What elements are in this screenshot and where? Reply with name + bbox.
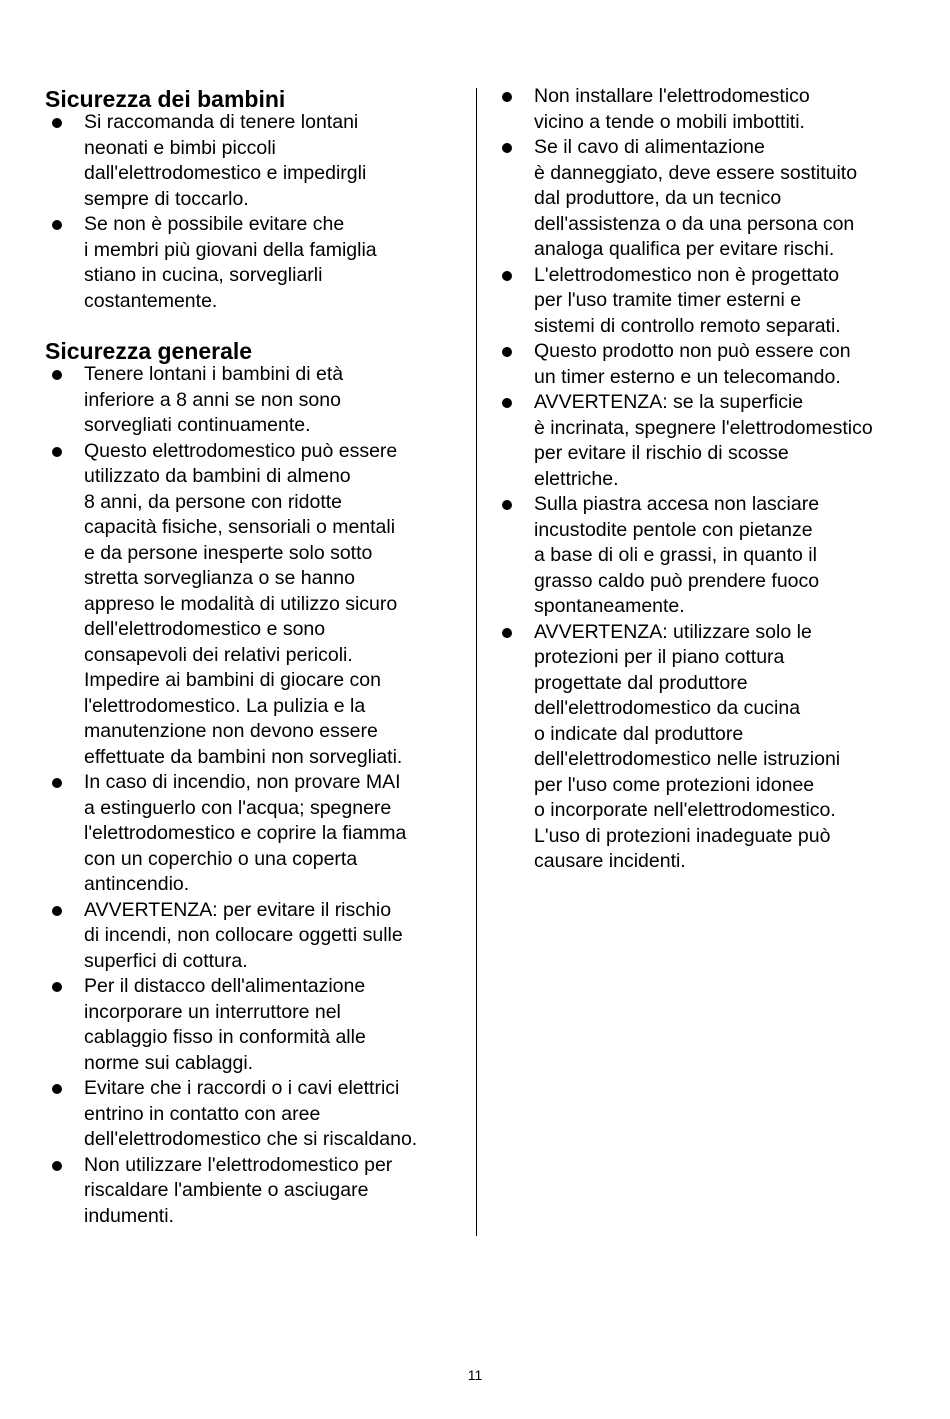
bullet-icon	[502, 271, 512, 281]
list-item-text: Questo prodotto non può essere con un timer esterno e un telecomando.	[534, 340, 851, 388]
bullet-icon	[502, 500, 512, 510]
list-item-text: Questo elettrodomestico può essere utilizzato da bambini di almeno 8 anni, da persone con ridotte capacità fisiche, sensoriali o mentali e da persone inesperte solo sotto stretta sorveglianza o se hanno appreso le modalità di utilizzo sicuro dell'elettrodomestico e sono consapevoli dei relativi pericoli. Impedire ai bambini di giocare con l'elettrodomestico. La pulizia e la manutenzione non devono essere effettuate da bambini non sorvegliati.	[84, 439, 403, 768]
list-item	[495, 620, 920, 875]
list-item-text: Non installare l'elettrodomestico vicino a tende o mobili imbottiti.	[534, 85, 810, 133]
bullet-icon	[52, 447, 62, 457]
bullet-icon	[502, 347, 512, 357]
right-column	[495, 84, 920, 875]
list-item	[45, 898, 465, 975]
list-item	[495, 390, 920, 492]
bullet-icon	[502, 628, 512, 638]
section-heading-child-safety: Sicurezza dei bambini	[45, 86, 286, 112]
list-item	[45, 770, 465, 898]
list-item-text: AVVERTENZA: utilizzare solo le protezioni per il piano cottura progettate dal produttore dell'elettrodomestico da cucina o indicate dal produttore dell'elettrodomestico nelle istruzioni per l'uso come protezioni idonee o incorporate nell'elettrodomestico. L'uso di protezioni inadeguate può causare incidenti.	[534, 620, 841, 872]
list-item	[45, 362, 465, 439]
list-item-text: Tenere lontani i bambini di età inferiore a 8 anni se non sono sorvegliati continuamente.	[84, 363, 344, 436]
list-item-text: Sulla piastra accesa non lasciare incustodite pentole con pietanze a base di oli e grassi, in quanto il grasso caldo può prendere fuoco spontaneamente.	[534, 493, 820, 617]
section-heading-general-safety: Sicurezza generale	[45, 338, 253, 364]
list-item	[45, 974, 465, 1076]
bullet-icon	[52, 118, 62, 128]
general-safety-list	[45, 362, 465, 1229]
bullet-icon	[52, 220, 62, 230]
general-safety-list-continued	[495, 84, 920, 875]
list-item	[495, 135, 920, 263]
bullet-icon	[52, 1084, 62, 1094]
list-item-text: Se il cavo di alimentazione è danneggiato, deve essere sostituito dal produttore, da un tecnico dell'assistenza o da una persona con analoga qualifica per evitare rischi.	[534, 136, 858, 260]
list-item-text: Per il distacco dell'alimentazione incorporare un interruttore nel cablaggio fisso in conformità alle norme sui cablaggi.	[84, 975, 366, 1074]
list-item	[495, 339, 920, 390]
bullet-icon	[52, 370, 62, 380]
column-divider	[476, 88, 477, 1236]
list-item	[45, 439, 465, 771]
list-item-text: Se non è possibile evitare che i membri più giovani della famiglia stiano in cucina, sorvegliarli costantemente.	[84, 213, 377, 312]
bullet-icon	[502, 143, 512, 153]
bullet-icon	[502, 398, 512, 408]
list-item-text: Evitare che i raccordi o i cavi elettrici entrino in contatto con aree dell'elettrodomestico che si riscaldano.	[84, 1077, 418, 1150]
list-item-text: Si raccomanda di tenere lontani neonati e bimbi piccoli dall'elettrodomestico e impedirgli sempre di toccarlo.	[84, 111, 367, 210]
list-item	[495, 492, 920, 620]
bullet-icon	[52, 1161, 62, 1171]
list-item-text: In caso di incendio, non provare MAI a estinguerlo con l'acqua; spegnere l'elettrodomestico e coprire la fiamma con un coperchio o una coperta antincendio.	[84, 771, 407, 895]
list-item-text: L'elettrodomestico non è progettato per l'uso tramite timer esterni e sistemi di controllo remoto separati.	[534, 263, 841, 337]
list-item	[45, 1153, 465, 1230]
page-number: 11	[467, 1367, 483, 1383]
child-safety-list	[45, 110, 465, 314]
list-item	[495, 263, 920, 340]
bullet-icon	[502, 92, 512, 102]
list-item	[45, 110, 465, 212]
bullet-icon	[52, 906, 62, 916]
list-item	[495, 84, 920, 135]
list-item-text: AVVERTENZA: se la superficie è incrinata, spegnere l'elettrodomestico per evitare il rischio di scosse elettriche.	[534, 391, 873, 490]
list-item	[45, 1076, 465, 1153]
left-column	[45, 84, 465, 1229]
list-item-text: AVVERTENZA: per evitare il rischio di incendi, non collocare oggetti sulle superfici di cottura.	[84, 898, 403, 972]
bullet-icon	[52, 982, 62, 992]
bullet-icon	[52, 778, 62, 788]
list-item	[45, 212, 465, 314]
list-item-text: Non utilizzare l'elettrodomestico per riscaldare l'ambiente o asciugare indumenti.	[84, 1153, 393, 1227]
